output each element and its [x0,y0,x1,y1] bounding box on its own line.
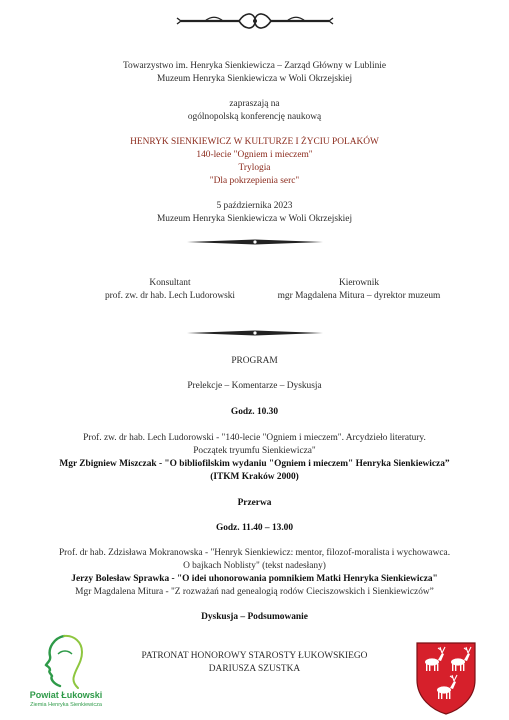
talk-1-line-2: Początek tryumfu Sienkiewicza" [193,446,316,456]
patronage-line-2: DARIUSZA SZUSTKA [208,664,301,674]
event-place: Muzeum Henryka Sienkiewicza w Woli Okrzejskiej [156,214,353,224]
consultant-label: Konsultant [149,278,191,288]
conference-subtitle-1: 140-lecie "Ogniem i mieczem" [196,150,313,160]
profile-silhouette-icon [26,632,106,690]
manager-name: mgr Magdalena Mitura – dyrektor muzeum [277,291,441,301]
conference-subtitle-2: Trylogia [238,163,271,173]
patronage-line-1: PATRONAT HONOROWY STAROSTY ŁUKOWSKIEGO [141,651,368,661]
invite-line-1: zapraszają na [229,99,280,109]
talk-3-line-1: Prof. dr hab. Zdzisława Mokranowska - "Henryk Sienkiewicz: mentor, filozof-moralista i wychowawca. [58,548,451,558]
divider-ornament-icon [183,327,327,339]
talk-5: Mgr Magdalena Mitura - "Z rozważań nad genealogią rodów Cieciszowskich i Sienkiewiczów” [75,587,434,597]
logo-tagline: Ziemia Henryka Sienkiewicza [30,702,102,708]
consultant-name: prof. zw. dr hab. Lech Ludorowski [104,291,236,301]
program-heading: PROGRAM [231,356,278,366]
conference-subtitle-3: "Dla pokrzepienia serc" [209,176,300,186]
powiat-logo [26,632,106,714]
talk-2-line-1: Mgr Zbigniew Miszczak - "O bibliofilskim wydaniu "Ogniem i mieczem" Henryka Sienkiewicza” [59,459,450,469]
manager-label: Kierownik [338,278,380,288]
event-date: 5 października 2023 [216,201,293,211]
top-ornament-icon [175,10,335,32]
talk-2-line-2: (ITKM Kraków 2000) [210,472,299,482]
talk-1-line-1: Prof. zw. dr hab. Lech Ludorowski - "140-lecie "Ogniem i mieczem". Arcydzieło literatury. [83,433,426,443]
logo-name: Powiat Łukowski [29,690,103,700]
session-2-time: Godz. 11.40 – 13.00 [215,523,294,533]
closing-session: Dyskusja – Podsumowanie [201,612,308,622]
talk-3-line-2: O bajkach Noblisty" (tekst nadesłany) [183,561,326,571]
program-format: Prelekcje – Komentarze – Dyskusja [187,381,322,391]
organizer-line-2: Muzeum Henryka Sienkiewicza w Woli Okrzejskiej [156,74,353,84]
divider-ornament-icon [183,236,327,248]
organizer-line-1: Towarzystwo im. Henryka Sienkiewicza – Zarząd Główny w Lublinie [122,61,387,71]
invite-line-2: ogólnopolską konferencję naukową [187,112,322,122]
break-label: Przerwa [237,498,272,508]
conference-title: HENRYK SIENKIEWICZ W KULTURZE I ŻYCIU POLAKÓW [130,137,379,147]
talk-4: Jerzy Bolesław Sprawka - "O idei uhonorowania pomnikiem Matki Henryka Sienkiewicza" [71,574,438,584]
session-1-time: Godz. 10.30 [230,407,279,417]
coat-of-arms-icon [414,640,478,716]
